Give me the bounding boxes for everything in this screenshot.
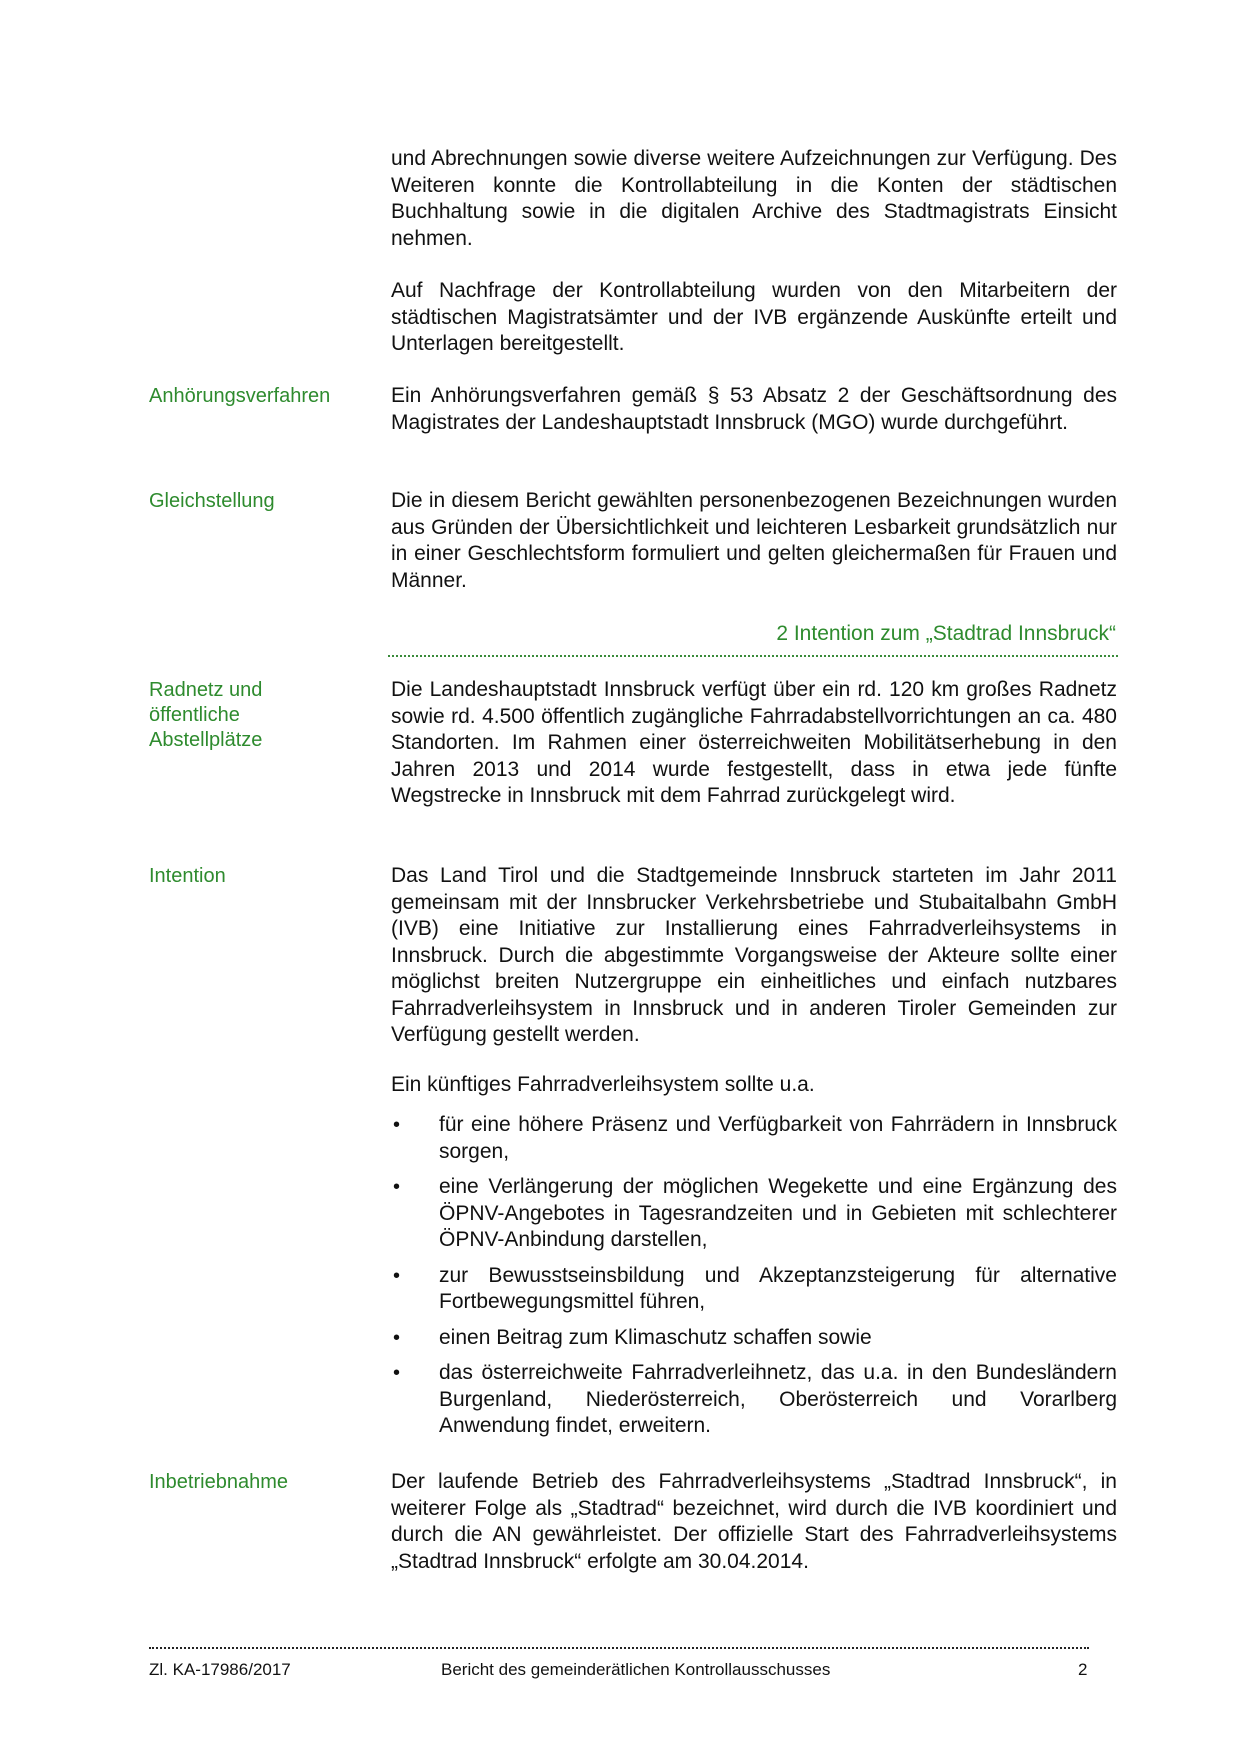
footer-page-number: 2 [1078, 1660, 1088, 1679]
margin-label-inbetrieb: Inbetriebnahme [149, 1471, 288, 1493]
list-item [391, 1263, 1117, 1316]
inbetrieb-paragraph: Der laufende Betrieb des Fahrradverleihsystems „Stadtrad Innsbruck“, in weiterer Folge als „Stadtrad“ bezeichnet, wird durch die IVB koordiniert und durch die AN gewährleistet. Der offizielle Start des Fahrradverleihsystems „Stadtrad Innsbruck“ erfolgte am 30.04.2014. [391, 1470, 1117, 1573]
intro-paragraph-1: und Abrechnungen sowie diverse weitere Aufzeichnungen zur Verfügung. Des Weiteren konnte die Kontrollabteilung in die Konten der städtischen Buchhaltung sowie in die digitalen Archive des Stadtmagistrats Einsicht nehmen. [391, 147, 1117, 250]
margin-label-gleichstellung: Gleichstellung [149, 490, 275, 512]
bullet-icon: • [393, 1326, 401, 1349]
bullet-icon: • [393, 1362, 401, 1384]
intention-paragraph: Das Land Tirol und die Stadtgemeinde Innsbruck starteten im Jahr 2011 gemeinsam mit der Innsbrucker Verkehrsbetriebe und Stubaitalbahn GmbH (IVB) eine Initiative zur Installierung eines Fahrradverleihsystems in Innsbruck. Durch die abgestimmte Vorgangsweise der Akteure sollte einer möglichst breiten Nutzergruppe ein einheitliches und einfach nutzbares Fahrradverleihsystem in Innsbruck und in anderen Tiroler Gemeinden zur Verfügung gestellt werden. [391, 864, 1117, 1046]
list-item-text: zur Bewusstseinsbildung und Akzeptanzsteigerung für alternative Fortbewegungsmittel führen, [439, 1263, 1117, 1313]
bullet-icon: • [393, 1264, 401, 1287]
list-item [391, 1325, 1117, 1352]
margin-label-radnetz: Radnetz und öffentliche Abstellplätze [149, 679, 263, 751]
intro-paragraph-2: Auf Nachfrage der Kontrollabteilung wurden von den Mitarbeitern der städtischen Magistratsämter und der IVB ergänzende Auskünfte erteilt und Unterlagen bereitgestellt. [391, 279, 1117, 355]
footer-title: Bericht des gemeinderätlichen Kontrollausschusses [441, 1660, 831, 1679]
gleichstellung-paragraph: Die in diesem Bericht gewählten personenbezogenen Bezeichnungen wurden aus Gründen der Übersichtlichkeit und leichteren Lesbarkeit grundsätzlich nur in einer Geschlechtsform formuliert und gelten gleichermaßen für Frauen und Männer. [391, 489, 1117, 592]
anhoerung-paragraph: Ein Anhörungsverfahren gemäß § 53 Absatz 2 der Geschäftsordnung des Magistrates der Landeshauptstadt Innsbruck (MGO) wurde durchgeführt. [391, 384, 1117, 434]
list-item-text: eine Verlängerung der möglichen Wegekette und eine Ergänzung des ÖPNV-Angebotes in Tagesrandzeiten und in Gebieten mit schlechterer ÖPNV-Anbindung darstellen, [439, 1175, 1117, 1251]
section-heading: 2 Intention zum „Stadtrad Innsbruck“ [776, 622, 1116, 645]
list-item-text: einen Beitrag zum Klimaschutz schaffen sowie [439, 1325, 872, 1349]
bullet-icon: • [393, 1176, 401, 1198]
list-item-text: für eine höhere Präsenz und Verfügbarkeit von Fahrrädern in Innsbruck sorgen, [439, 1113, 1117, 1163]
list-item [391, 1360, 1117, 1440]
list-item [391, 1112, 1117, 1165]
footer-reference: Zl. KA-17986/2017 [149, 1660, 291, 1679]
list-item [391, 1174, 1117, 1254]
intention-list-intro: Ein künftiges Fahrradverleihsystem sollte u.a. [391, 1073, 815, 1096]
margin-label-intention: Intention [149, 865, 226, 887]
section-heading-rule [388, 621, 1118, 657]
list-item-text: das österreichweite Fahrradverleihnetz, das u.a. in den Bundesländern Burgenland, Niederösterreich, Oberösterreich und Vorarlberg Anwendung findet, erweitern. [439, 1361, 1117, 1437]
radnetz-paragraph: Die Landeshauptstadt Innsbruck verfügt über ein rd. 120 km großes Radnetz sowie rd. 4.500 öffentlich zugängliche Fahrradabstellvorrichtungen an ca. 480 Standorten. Im Rahmen einer österreichweiten Mobilitätserhebung in den Jahren 2013 und 2014 wurde festgestellt, dass in etwa jede fünfte Wegstrecke in Innsbruck mit dem Fahrrad zurückgelegt wird. [391, 678, 1117, 807]
footer-rule [149, 1647, 1089, 1649]
margin-label-anhoerung: Anhörungsverfahren [149, 385, 331, 407]
bullet-icon: • [393, 1114, 401, 1136]
intention-bullet-list [391, 1112, 1117, 1449]
